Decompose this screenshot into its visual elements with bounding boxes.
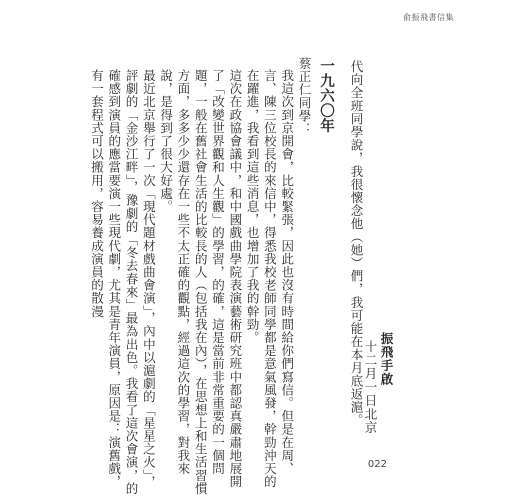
page-number: 022 xyxy=(367,459,387,470)
paragraph-2: 這次在政協會議中，和中國戲曲學院表演藝術研究班中都認真嚴肅地展開了「改變世界觀和人生觀」的學習，的確，這是當前非常重要的一個問題，一般在舊社會生活的比較長的人（包括我在內），在思想上和生活習慣方面，多多少少還存在一些不太正確的觀點，經過這次的學習，對我來說，是得到了很大好處。 xyxy=(158,69,243,496)
previous-letter-closing: 代向全班同學說，我很懷念他（她）們，我可能在本月底返滬。 xyxy=(349,60,364,427)
letter-date: 十二月一日北京 xyxy=(363,340,378,435)
salutation: 蔡正仁同學： xyxy=(297,56,312,136)
previous-letter-signature-block xyxy=(362,332,394,435)
paragraph-1: 我這次到京開會，比較緊張，因此也沒有時間給你們寫信。但是在周、言、陳三位校長的來信中，得悉我校老師同學都是意氣風發，幹勁沖天的在躍進，我看到這些消息，也增加了我的幹勁。 xyxy=(245,69,295,489)
letter-body xyxy=(89,44,313,500)
running-header: 俞振飛書信集 xyxy=(403,13,454,22)
year-heading: 一九六〇年 xyxy=(318,58,334,133)
signature: 振飛手啟 xyxy=(379,332,394,386)
paragraph-3: 最近北京舉行了一次「現代題材戲曲會演」，內中以滬劇的「星星之火」，評劇的「金沙江畔」，豫劇的「冬去春來」最為出色。我看了這次會演，的確感到演員的應當要演一些現代劇，尤其是青年演員，原因是：演舊戲，有一套程式可以搬用，容易養成演員的散漫 xyxy=(89,69,157,496)
